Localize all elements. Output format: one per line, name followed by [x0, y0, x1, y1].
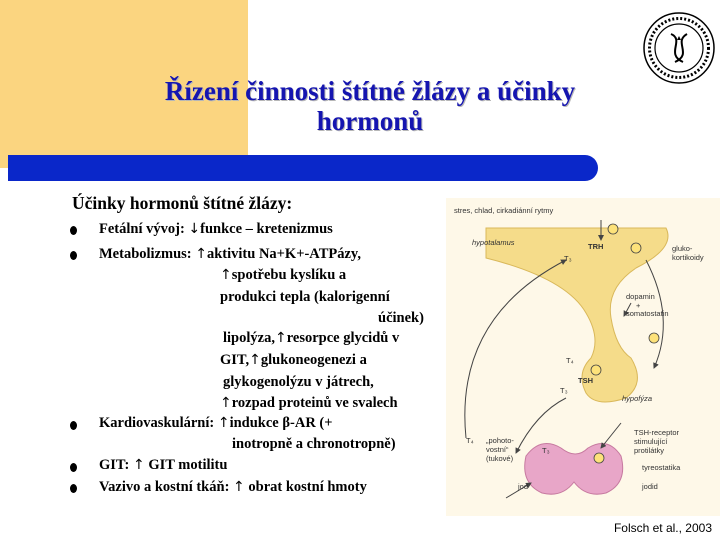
fig-label-hypofyza: hypofýza: [622, 394, 653, 403]
fig-label-pohot-1: „pohoto-: [486, 436, 514, 445]
arrow-up-icon: ↑: [220, 267, 232, 283]
bullet-dot: [70, 463, 77, 472]
list-item-metabolism: [99, 246, 361, 263]
arrow-up-icon: ↑: [195, 246, 207, 262]
arrow-down-icon: ↓: [188, 221, 201, 237]
arrow-up-icon: ↑: [217, 415, 230, 431]
bone-label: Vazivo a kostní tkáň:: [99, 479, 230, 495]
cardio-label: Kardiovaskulární:: [99, 415, 215, 431]
git-label: GIT:: [99, 457, 130, 473]
metab-line-6b: glukoneogenezi a: [260, 352, 367, 368]
bullet-dot: [70, 251, 77, 260]
fig-label-t3-top: T₃: [564, 254, 572, 263]
arrow-up-icon: ↑: [233, 479, 245, 495]
fig-label-hypothalamus: hypotalamus: [472, 238, 515, 247]
metab-line-5-row: [223, 330, 399, 347]
effects-list: [70, 0, 450, 540]
fig-label-trh: TRH: [588, 242, 604, 251]
section-subheading: Účinky hormonů štítné žlázy:: [72, 193, 293, 213]
list-item-git: [99, 457, 227, 474]
fig-label-dopamin-3: somatostatin: [626, 309, 669, 318]
metab-line-8-row: [220, 395, 398, 412]
fetal-label: Fetální vývoj:: [99, 221, 185, 237]
arrow-up-icon: ↑: [249, 352, 261, 368]
thyroid-gland-shape: [525, 444, 623, 495]
metab-line-6-row: [220, 352, 367, 369]
metab-line-8: rozpad proteinů ve svalech: [231, 395, 398, 411]
title-line-2: hormonů: [316, 106, 424, 136]
fig-label-receptor-1: TSH-receptor: [634, 428, 680, 437]
fig-label-t3-low: T₃: [542, 446, 550, 455]
bullet-dot: [70, 226, 77, 235]
metab-line-5a: lipolýza,: [223, 330, 275, 346]
arrow-up-icon: ↑: [220, 395, 232, 411]
list-item-fetal: [99, 221, 333, 238]
university-seal-logo: [641, 10, 717, 86]
fig-label-dopamin-1: dopamin: [626, 292, 655, 301]
metab-line-5b: resorpce glycidů v: [286, 330, 400, 346]
metab-line-3: produkci tepla (kalorigenní: [220, 289, 390, 305]
fig-label-t3-mid: T₃: [560, 386, 568, 395]
metab-label: Metabolizmus:: [99, 246, 192, 262]
fig-label-receptor-3: protilátky: [634, 446, 665, 455]
fig-label-jodid: jodid: [642, 482, 658, 491]
fig-label-tsh: TSH: [578, 376, 593, 385]
beta-symbol: β: [282, 415, 291, 431]
fig-label-jod: jod: [518, 482, 529, 491]
arrow-up-icon: ↑: [132, 457, 145, 473]
fig-label-t4-mid: T₄: [566, 356, 574, 365]
cardio-line-2: inotropně a chronotropně): [232, 436, 396, 452]
list-item-bone: [99, 479, 367, 496]
metab-line-2-row: [220, 267, 346, 284]
metab-line-1: aktivitu Na+K+-ATPázy,: [206, 246, 361, 262]
metab-line-4: účinek): [378, 310, 424, 326]
metab-line-7: glykogenolýzu v játrech,: [223, 374, 374, 390]
fig-label-dopamin-2: +: [636, 301, 641, 310]
bullet-dot: [70, 484, 77, 493]
fig-label-tyreostatika: tyreostatika: [642, 463, 681, 472]
fig-label-stress: stres, chlad, cirkadiánní rytmy: [454, 206, 554, 215]
fetal-text: funkce – kretenizmus: [200, 221, 333, 237]
git-text: GIT motilitu: [148, 457, 228, 473]
fig-label-gluko-2: kortikoidy: [672, 253, 704, 262]
cardio-text-b: -AR (+: [290, 415, 333, 431]
thyroid-regulation-figure: [446, 198, 720, 516]
fig-label-pohot-3: (tukové): [486, 454, 514, 463]
citation: Folsch et al., 2003: [613, 521, 712, 535]
fig-label-gluko-1: gluko-: [672, 244, 693, 253]
fig-label-pohot-2: vostní“: [486, 445, 509, 454]
list-item-cardio: [99, 415, 333, 432]
bullet-dot: [70, 421, 77, 430]
fig-label-receptor-2: stimulující: [634, 437, 668, 446]
cardio-text-a: indukce: [229, 415, 279, 431]
bone-text: obrat kostní hmoty: [248, 479, 367, 495]
metab-line-2: spotřebu kyslíku a: [231, 267, 347, 283]
arrow-up-icon: ↑: [274, 330, 287, 346]
title-line-1: Řízení činnosti štítné žlázy a účinky: [164, 76, 576, 106]
fig-label-t4-left: T₄: [466, 436, 474, 445]
metab-line-6a: GIT,: [220, 352, 250, 368]
